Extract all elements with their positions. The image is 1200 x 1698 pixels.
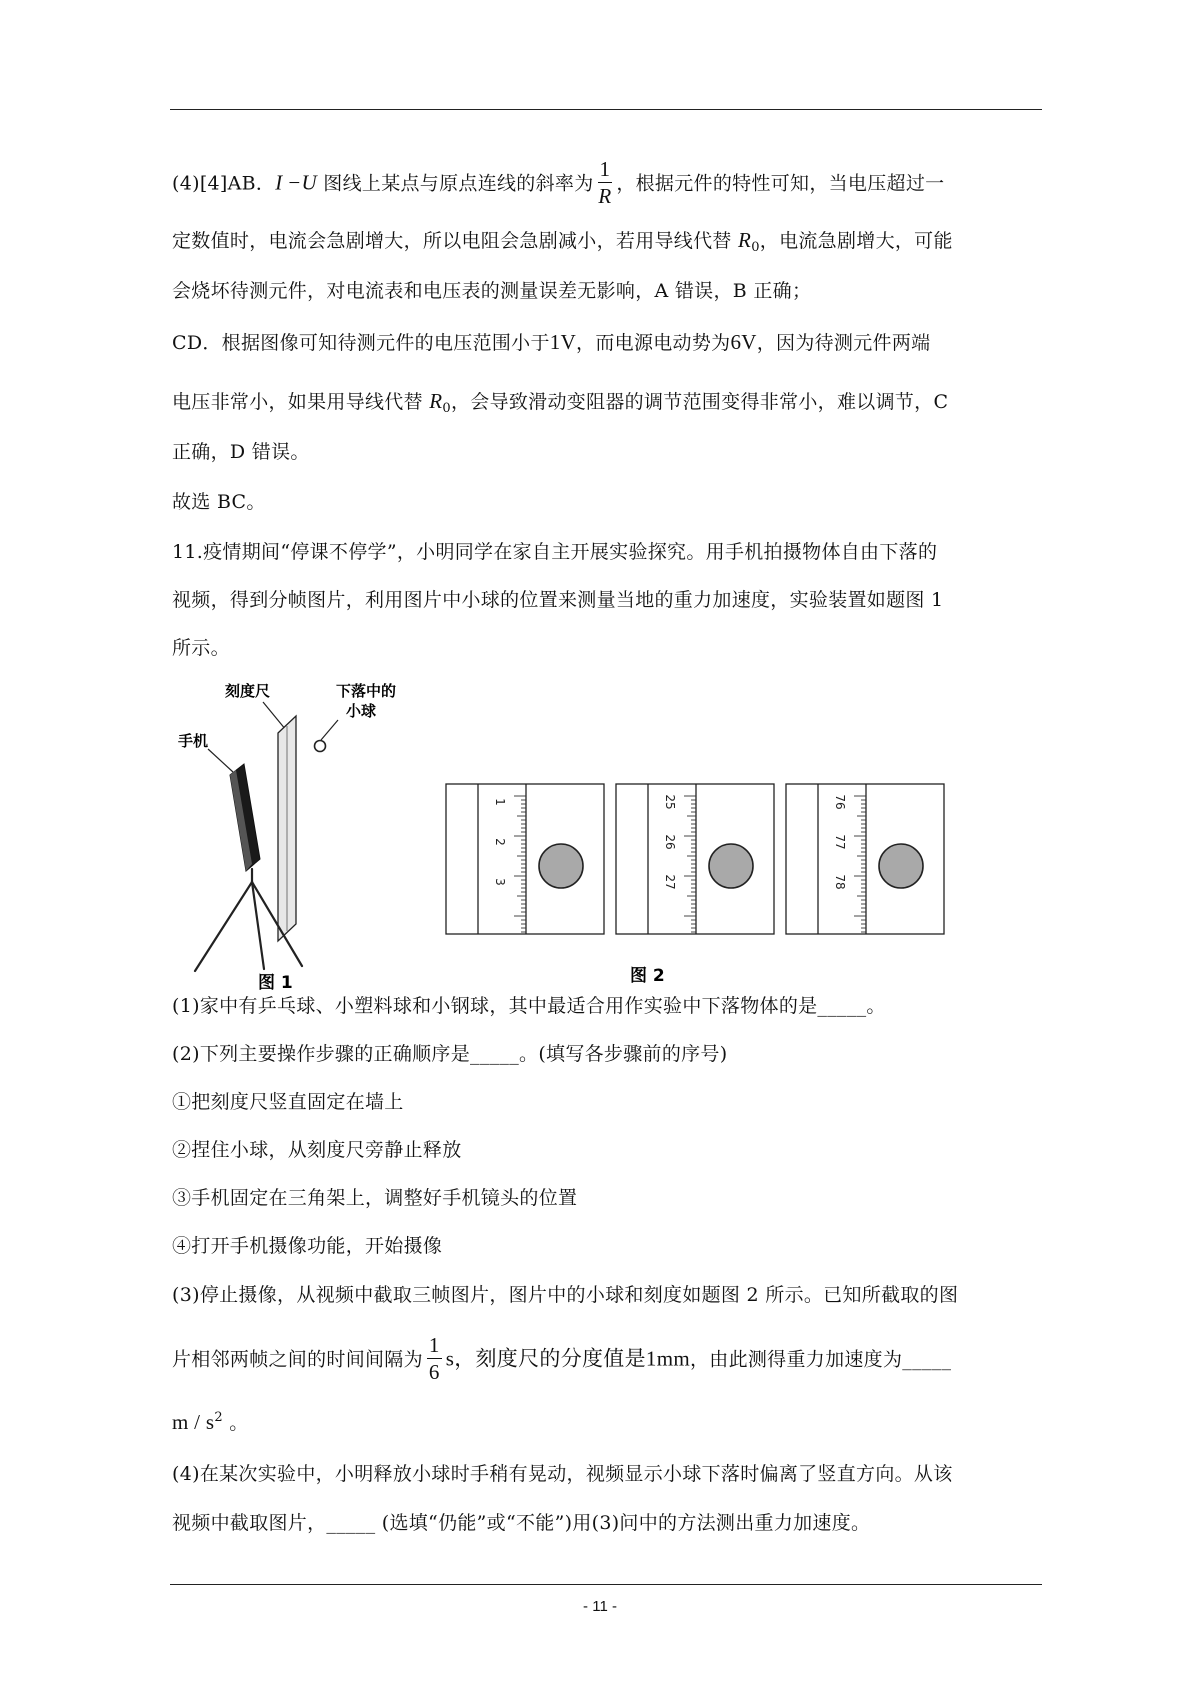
fraction-1-over-r: $\frac{1}{R}$	[598, 157, 612, 208]
phone-label: 手机	[178, 732, 209, 750]
solution-line-6: 正确，D 错误。	[172, 441, 310, 463]
footer-rule	[170, 1584, 1042, 1585]
solution-line-3: 会烧坏待测元件，对电流表和电压表的测量误差无影响，A 错误，B 正确；	[172, 280, 812, 302]
experiment-figures	[178, 676, 978, 993]
ruler-label: 刻度尺	[225, 682, 271, 700]
question-stem-1: 11.疫情期间“停课不停学”，小明同学在家自主开展实验探究。用手机拍摄物体自由下落的	[172, 541, 938, 563]
frame-1	[446, 784, 604, 934]
page-number: - 11 -	[583, 1598, 617, 1615]
answer-line: 故选 BC。	[172, 491, 266, 513]
solution-line-2: 定数值时，电流会急剧增大，所以电阻会急剧减小，若用导线代替 $R_0$，电流急剧增大，可能	[172, 228, 953, 255]
question-2: (2)下列主要操作步骤的正确顺序是_____。(填写各步骤前的序号)	[172, 1043, 728, 1065]
fraction-1-over-6: $\frac{1}{6}$	[428, 1333, 440, 1384]
step-4: ④打开手机摄像功能，开始摄像	[172, 1235, 443, 1257]
frame-2	[616, 784, 774, 934]
figures-svg	[178, 676, 978, 993]
question-4-line-1: (4)在某次实验中，小明释放小球时手稍有晃动，视频显示小球下落时偏离了竖直方向。从该	[172, 1463, 953, 1485]
figure-1	[178, 682, 396, 993]
step-3: ③手机固定在三角架上，调整好手机镜头的位置	[172, 1187, 578, 1209]
question-1: (1)家中有乒乓球、小塑料球和小钢球，其中最适合用作实验中下落物体的是_____。	[172, 995, 886, 1017]
ruler-tick-label: 2	[493, 838, 507, 846]
question-4-line-2: 视频中截取图片，_____ (选填“仍能”或“不能”)用(3)问中的方法测出重力加速度。	[172, 1512, 871, 1534]
ruler-tick-label: 76	[833, 794, 847, 810]
part4-prefix: (4)[4]AB．	[172, 172, 276, 195]
falling-ball-icon	[315, 741, 326, 752]
characteristic-text: ，根据元件的特性可知，当电压超过一	[616, 172, 945, 195]
frame-3	[786, 784, 944, 934]
ball-label-1: 下落中的	[336, 682, 397, 700]
ruler-tick-label: 78	[833, 874, 847, 890]
ruler-tick-label: 3	[493, 878, 507, 886]
ruler-tick-label: 77	[833, 834, 847, 850]
ruler-tick-label: 1	[493, 798, 507, 806]
r0-symbol: R	[738, 228, 752, 252]
step-2: ②捏住小球，从刻度尺旁静止释放	[172, 1139, 462, 1161]
ball-label-2: 小球	[346, 702, 377, 720]
question-3-unit: m / $s^2$ 。	[172, 1410, 249, 1434]
ball-icon	[539, 844, 583, 888]
solution-line-1	[172, 158, 944, 211]
solution-line-5: 电压非常小，如果用导线代替 $R_0$，会导致滑动变阻器的调节范围变得非常小，难以调节，C	[172, 389, 949, 416]
figure-2	[446, 784, 944, 986]
question-stem-3: 所示。	[172, 637, 230, 659]
solution-line-4: CD．根据图像可知待测元件的电压范围小于1V，而电源电动势为6V，因为待测元件两端	[172, 330, 931, 354]
question-stem-2: 视频，得到分帧图片，利用图片中小球的位置来测量当地的重力加速度，实验装置如题图 1	[172, 589, 944, 611]
ball-icon	[709, 844, 753, 888]
ruler-tick-label: 27	[663, 874, 677, 890]
header-rule	[170, 109, 1042, 110]
figure-2-caption: 图 2	[630, 966, 665, 986]
figure-1-caption: 图 1	[258, 973, 293, 993]
i-u-label: I −U	[275, 170, 317, 195]
slope-text: 图线上某点与原点连线的斜率为	[316, 172, 594, 195]
ball-icon	[879, 844, 923, 888]
question-3-line-1: (3)停止摄像，从视频中截取三帧图片，图片中的小球和刻度如题图 2 所示。已知所截取的图	[172, 1284, 959, 1306]
ruler-tick-label: 25	[663, 794, 677, 810]
question-3-line-2: 片相邻两帧之间的时间间隔为 $\frac{1}{6}$ s，刻度尺的分度值是1mm，由此测得重力加速度为_____	[172, 1333, 952, 1384]
step-1: ①把刻度尺竖直固定在墙上	[172, 1091, 404, 1113]
ruler-tick-label: 26	[663, 834, 677, 850]
